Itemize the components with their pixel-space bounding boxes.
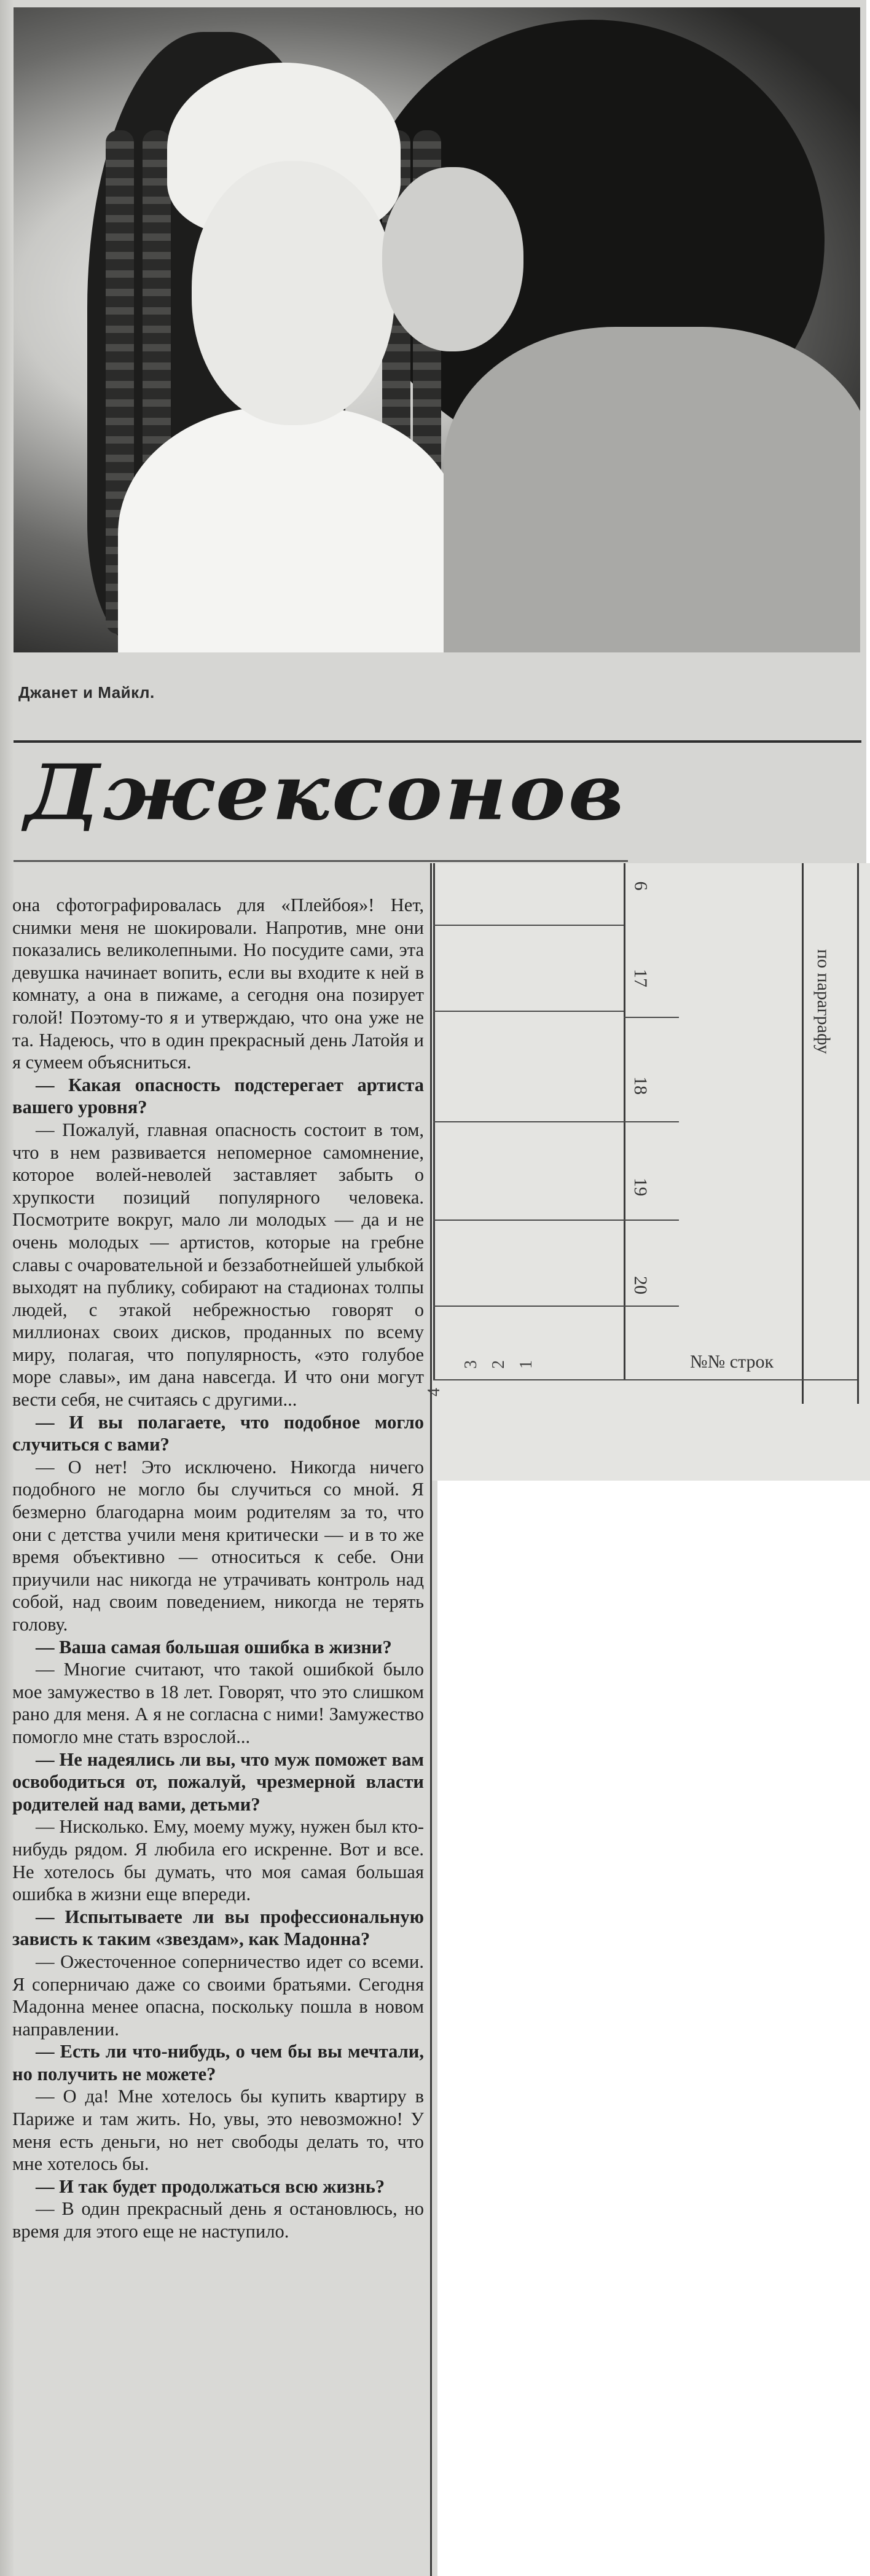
paper-edge [0, 0, 14, 2576]
interview-answer: — В один прекрасный день я остановлюсь, но время для этого еще не наступило. [12, 2198, 424, 2242]
interview-answer: — Пожалуй, главная опасность состоит в том, что в нем развивается непомерное самомнение, которое волей-неволей заставляет забыть о хрупкости позиций популярного человека. Посмотрите вокруг, мало ли молодых — да и не очень молодых — артистов, которые на гребне славы с очаровательной и беззаботнейшей улыбкой выходят на публику, собирают на стадионах толпы людей, с этакой небрежностью говорят о миллионах своих дисков, проданных по всему миру, полагая, что популярность, «это голубое море славы», им дана навсегда. И что они могут вести себя, не считаясь с другими... [12, 1119, 424, 1411]
interview-answer: — О да! Мне хотелось бы купить квартиру в Париже и там жить. Но, увы, это невозможно! У меня есть деньги, но нет свободы делать то, что мне хотелось бы. [12, 2086, 424, 2175]
divider [14, 740, 861, 743]
divider [14, 860, 628, 862]
interview-answer: — Многие считают, что такой ошибкой было мое замужество в 18 лет. Говорят, что это слишком рано для меня. А я не согласна с ними! Замужество помогло мне стать взрослой... [12, 1659, 424, 1747]
column-number: 3 [461, 1360, 480, 1369]
photo-janet-and-michael [14, 7, 860, 652]
interview-answer: — О нет! Это исключено. Никогда ничего подобного не могло бы случиться со мной. Я безмерно благодарна моим родителям за то, что они с детства учили меня критически — и в то же время объективно — относиться к себе. Они приучили нас никогда не утрачивать контроль над собой, над своим поведением, никогда не терять голову. [12, 1456, 424, 1635]
column-number: 4 [425, 1388, 444, 1396]
paragraph-label: по параграфу [813, 949, 834, 1054]
column-divider [430, 863, 432, 2576]
interview-question: — Есть ли что-нибудь, о чем бы вы мечтали, но получить не можете? [12, 2041, 424, 2085]
printed-form-table [425, 863, 863, 1478]
interview-question: — Ваша самая большая ошибка в жизни? [36, 1636, 392, 1658]
interview-answer: — Нисколько. Ему, моему мужу, нужен был кто-нибудь рядом. Я любила его искренне. Вот и все. Не хотелось бы думать, что моя самая большая ошибка в жизни еще впереди. [12, 1816, 424, 1905]
interview-answer: — Ожесточенное соперничество идет со всеми. Я соперничаю даже со своими братьями. Сегодня Мадонна менее опасна, поскольку пошла в новом направлении. [12, 1951, 424, 2040]
interview-question: — И так будет продолжаться всю жизнь? [36, 2175, 385, 2197]
row-number: 18 [630, 1076, 651, 1095]
interview-question: — Не надеялись ли вы, что муж поможет вам освободиться от, пожалуй, чрезмерной власти родителей над вами, детьми? [12, 1748, 424, 1815]
interview-question: — Какая опасность подстерегает артиста вашего уровня? [12, 1074, 424, 1118]
rows-label: №№ строк [690, 1352, 774, 1372]
interview-question: — И вы полагаете, что подобное могло случиться с вами? [12, 1411, 424, 1455]
row-number: 19 [630, 1178, 651, 1196]
interview-question: — Испытываете ли вы профессиональную зависть к таким «звездам», как Мадонна? [12, 1906, 424, 1950]
row-number: 20 [630, 1276, 651, 1294]
column-number: 1 [517, 1360, 536, 1369]
headline: Джексонов [25, 747, 627, 837]
photo-caption: Джанет и Майкл. [18, 683, 155, 702]
row-number: 17 [630, 969, 651, 987]
column-number: 2 [489, 1360, 508, 1369]
article-body [12, 894, 424, 2243]
interview-answer: она сфотографировалась для «Плейбоя»! Нет, снимки меня не шокировали. Напротив, мне они показались великолепными. Но посудите сами, эта девушка начинает вопить, если вы входите к ней в комнату, а она в пижаме, а сегодня она позирует голой! Поэтому-то я и утверждаю, что она уже не та. Надеюсь, что в один прекрасный день Латойя и я сумеем объясниться. [12, 895, 424, 1073]
row-number: 6 [630, 881, 651, 891]
